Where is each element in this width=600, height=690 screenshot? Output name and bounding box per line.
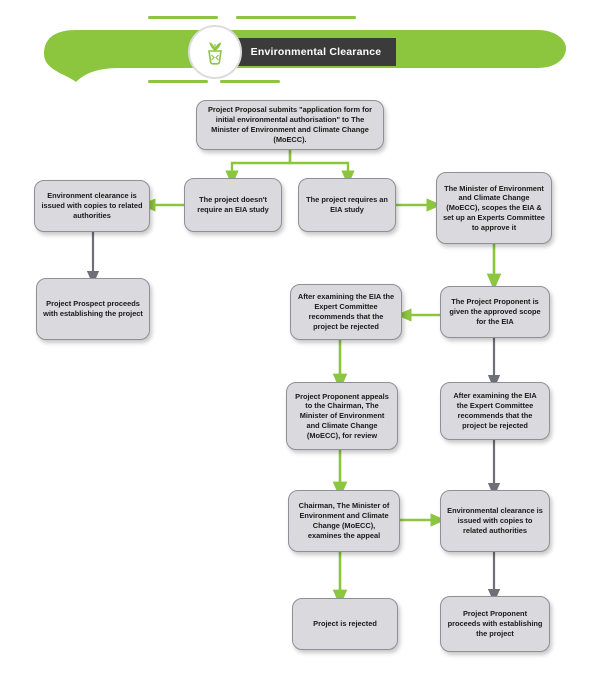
node-environment-clearance-issued-left[interactable]: Environment clearance is issued with copies to related authorities bbox=[34, 180, 150, 232]
node-project-prospect-proceeds[interactable]: Project Prospect proceeds with establishing the project bbox=[36, 278, 150, 340]
node-project-proposal[interactable]: Project Proposal submits "application form for initial environmental authorisation" to The Minister of Environment and Climate Change (MoECC). bbox=[196, 100, 384, 150]
node-project-requires-eia[interactable]: The project requires an EIA study bbox=[298, 178, 396, 232]
page-title: Environmental Clearance bbox=[250, 46, 382, 58]
node-expert-committee-recommends-rejection-right[interactable]: After examining the EIA the Expert Committee recommends that the project be rejected bbox=[440, 382, 550, 440]
node-project-is-rejected[interactable]: Project is rejected bbox=[292, 598, 398, 650]
connector-proposal-to-requires-eia bbox=[290, 150, 348, 178]
connector-proposal-to-no-eia bbox=[232, 150, 290, 178]
node-proponent-appeals-to-chairman[interactable]: Project Proponent appeals to the Chairman, The Minister of Environment and Climate Change (MoECC), for review bbox=[286, 382, 398, 450]
node-minister-scopes-eia[interactable]: The Minister of Environment and Climate Change (MoECC), scopes the EIA & set up an Experts Committee to approve it bbox=[436, 172, 552, 244]
node-project-proponent-proceeds[interactable]: Project Proponent proceeds with establishing the project bbox=[440, 596, 550, 652]
node-project-does-not-require-eia[interactable]: The project doesn't require an EIA study bbox=[184, 178, 282, 232]
node-expert-committee-recommends-rejection-mid[interactable]: After examining the EIA the Expert Committee recommends that the project be rejected bbox=[290, 284, 402, 340]
node-proponent-given-approved-scope[interactable]: The Project Proponent is given the approved scope for the EIA bbox=[440, 286, 550, 338]
node-environmental-clearance-issued-right[interactable]: Environmental clearance is issued with copies to related authorities bbox=[440, 490, 550, 552]
node-chairman-examines-appeal[interactable]: Chairman, The Minister of Environment and Climate Change (MoECC), examines the appeal bbox=[288, 490, 400, 552]
